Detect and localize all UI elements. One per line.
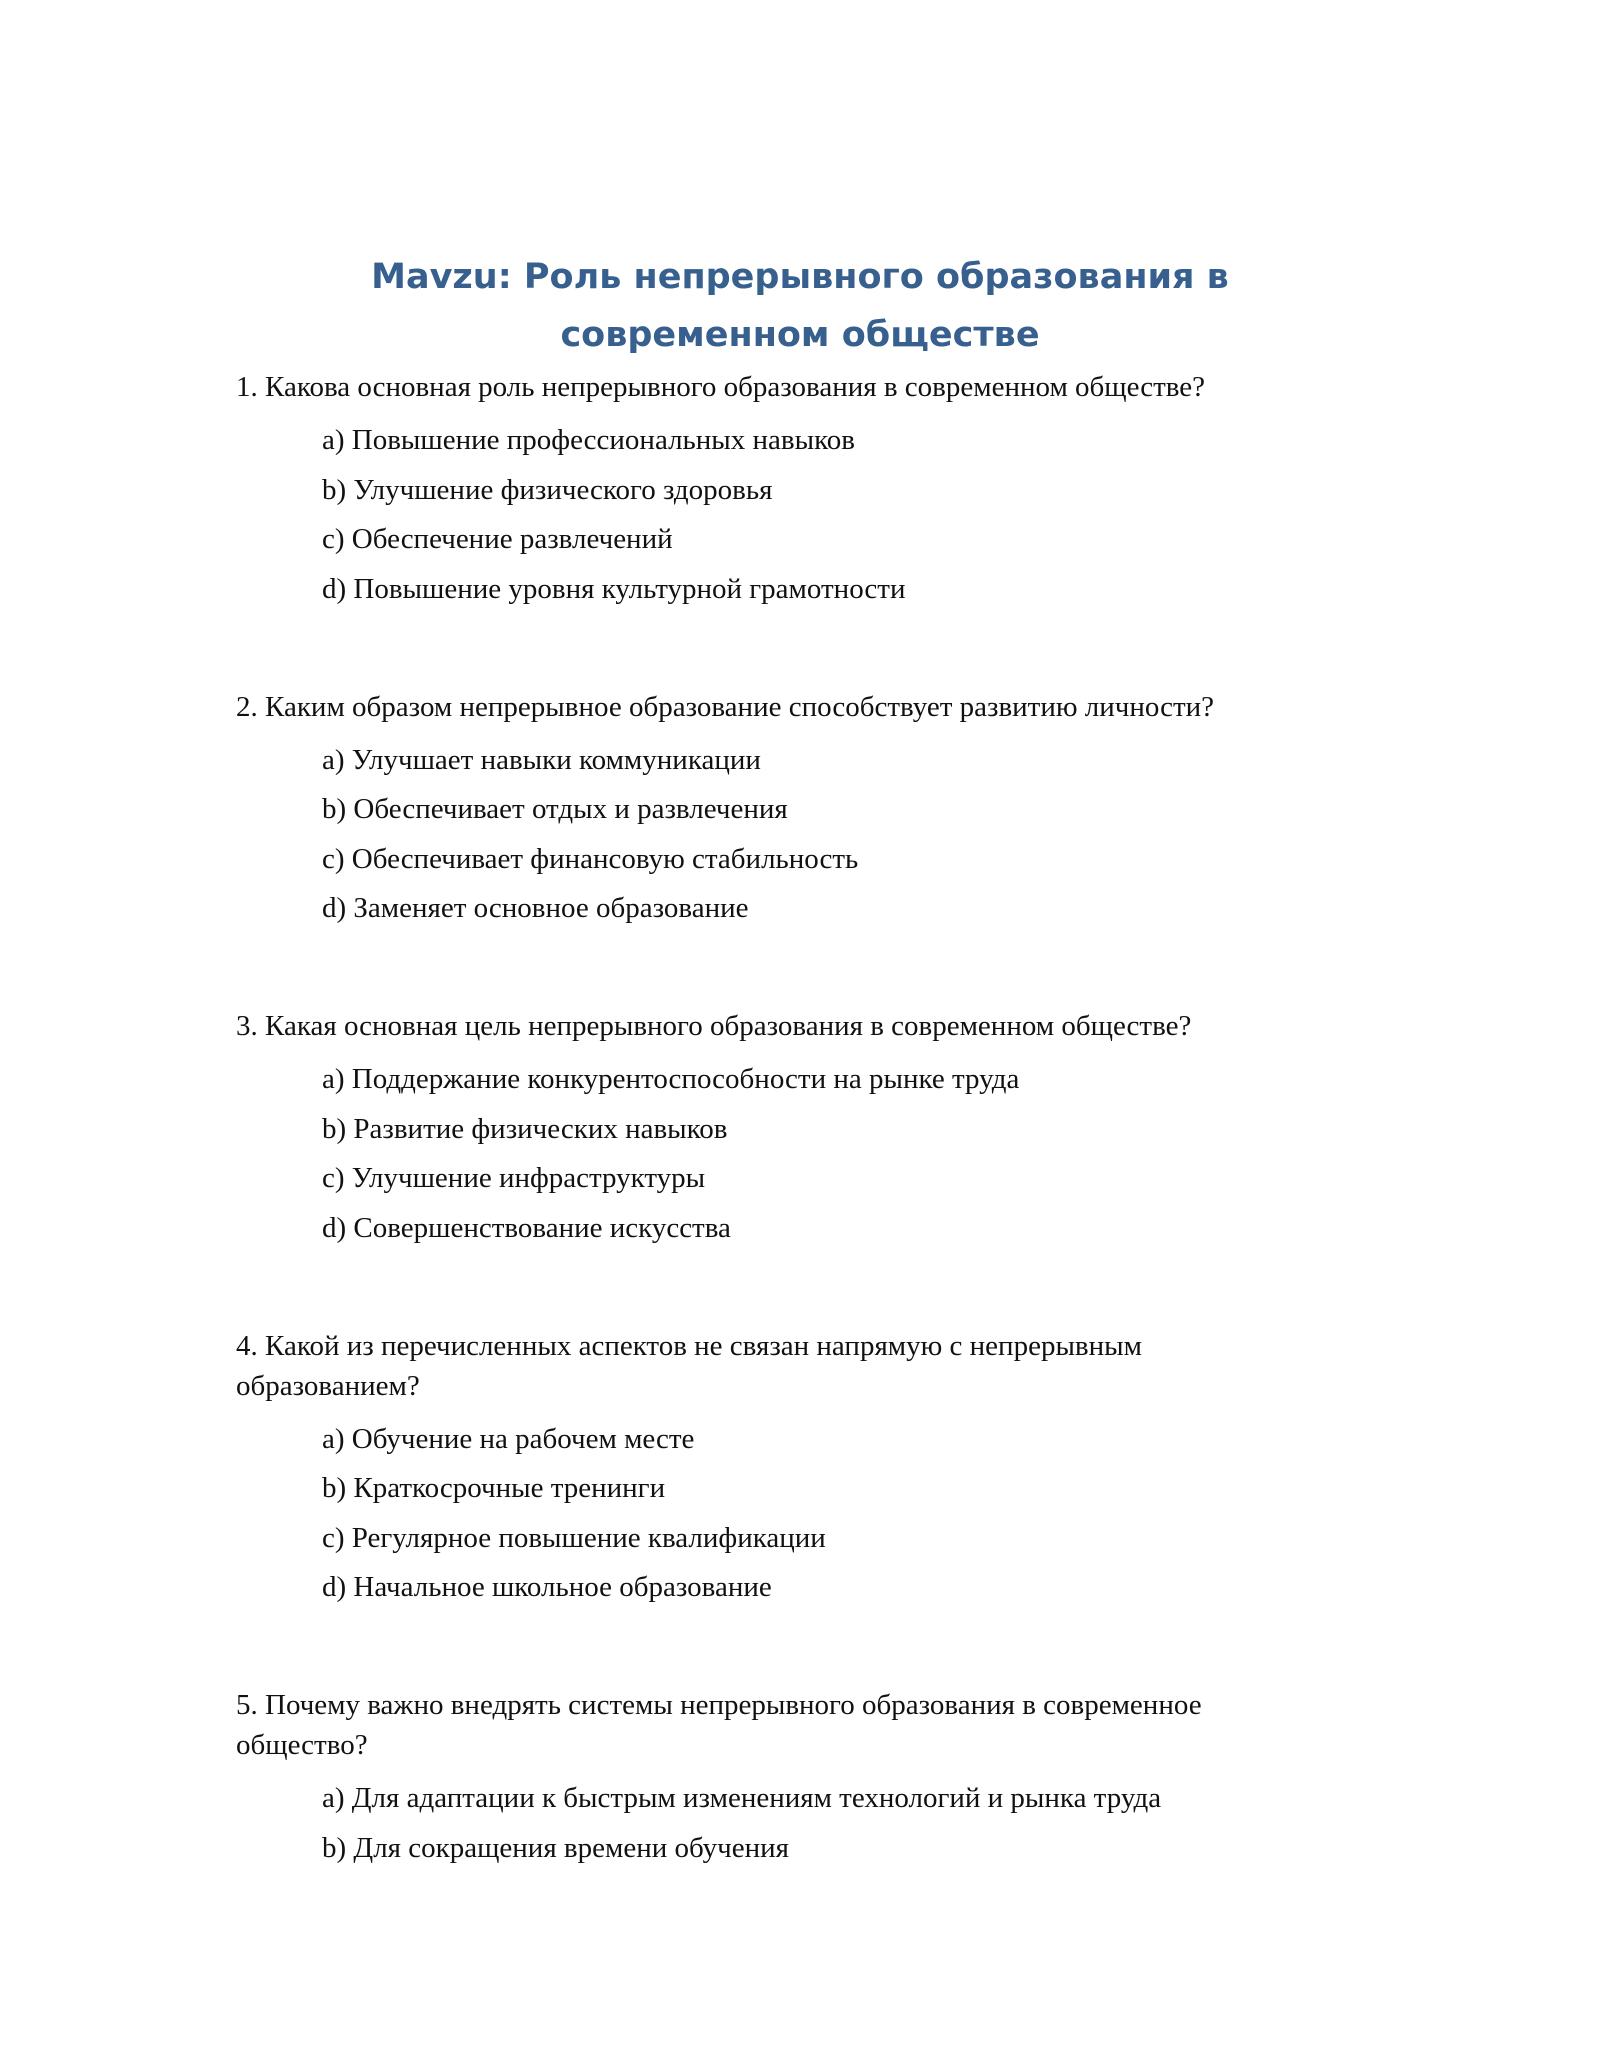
- answer-option: d) Повышение уровня культурной грамотности: [322, 572, 906, 605]
- answer-option: d) Заменяет основное образование: [322, 892, 749, 924]
- answer-options: [322, 1059, 1366, 1248]
- question-text: 1. Какова основная роль непрерывного образования в современном обществе?: [236, 371, 1206, 403]
- question-text: 5. Почему важно внедрять системы непрерывного образования в современное общество?: [236, 1689, 1202, 1761]
- answer-option: a) Для адаптации к быстрым изменениям технологий и рынка труда: [322, 1782, 1162, 1814]
- answer-option: c) Обеспечение развлечений: [322, 523, 673, 555]
- answer-option: d) Совершенствование искусства: [322, 1211, 731, 1244]
- answer-option: b) Обеспечивает отдых и развлечения: [322, 793, 788, 825]
- answer-option: b) Развитие физических навыков: [322, 1112, 728, 1145]
- answer-option: a) Обучение на рабочем месте: [322, 1422, 695, 1455]
- answer-option: a) Улучшает навыки коммуникации: [322, 743, 761, 776]
- answer-options: [322, 1419, 1366, 1608]
- answer-option: c) Обеспечивает финансовую стабильность: [322, 842, 859, 875]
- answer-option: d) Начальное школьное образование: [322, 1571, 772, 1603]
- question-item: [236, 1326, 1366, 1608]
- answer-option: a) Повышение профессиональных навыков: [322, 424, 855, 456]
- question-item: [236, 367, 1366, 609]
- question-item: [236, 1006, 1366, 1248]
- answer-option: c) Регулярное повышение квалификации: [322, 1521, 826, 1554]
- question-item: [236, 687, 1366, 929]
- answer-option: b) Для сокращения времени обучения: [322, 1831, 789, 1864]
- answer-options: [322, 1778, 1366, 1868]
- answer-option: b) Улучшение физического здоровья: [322, 473, 773, 506]
- question-text: 3. Какая основная цель непрерывного образования в современном обществе?: [236, 1010, 1192, 1042]
- document-title: Mavzu: Роль непрерывного образования в современном обществе: [371, 257, 1229, 355]
- answer-option: a) Поддержание конкурентоспособности на рынке труда: [322, 1063, 1020, 1095]
- question-text: 4. Какой из перечисленных аспектов не связан напрямую с непрерывным образованием?: [236, 1329, 1142, 1402]
- answer-option: c) Улучшение инфраструктуры: [322, 1162, 706, 1194]
- answer-options: [322, 420, 1366, 609]
- question-text: 2. Каким образом непрерывное образование способствует развитию личности?: [236, 690, 1215, 723]
- answer-option: b) Краткосрочные тренинги: [322, 1472, 666, 1504]
- question-list: [236, 367, 1366, 1877]
- answer-options: [322, 740, 1366, 929]
- question-item: [236, 1685, 1366, 1868]
